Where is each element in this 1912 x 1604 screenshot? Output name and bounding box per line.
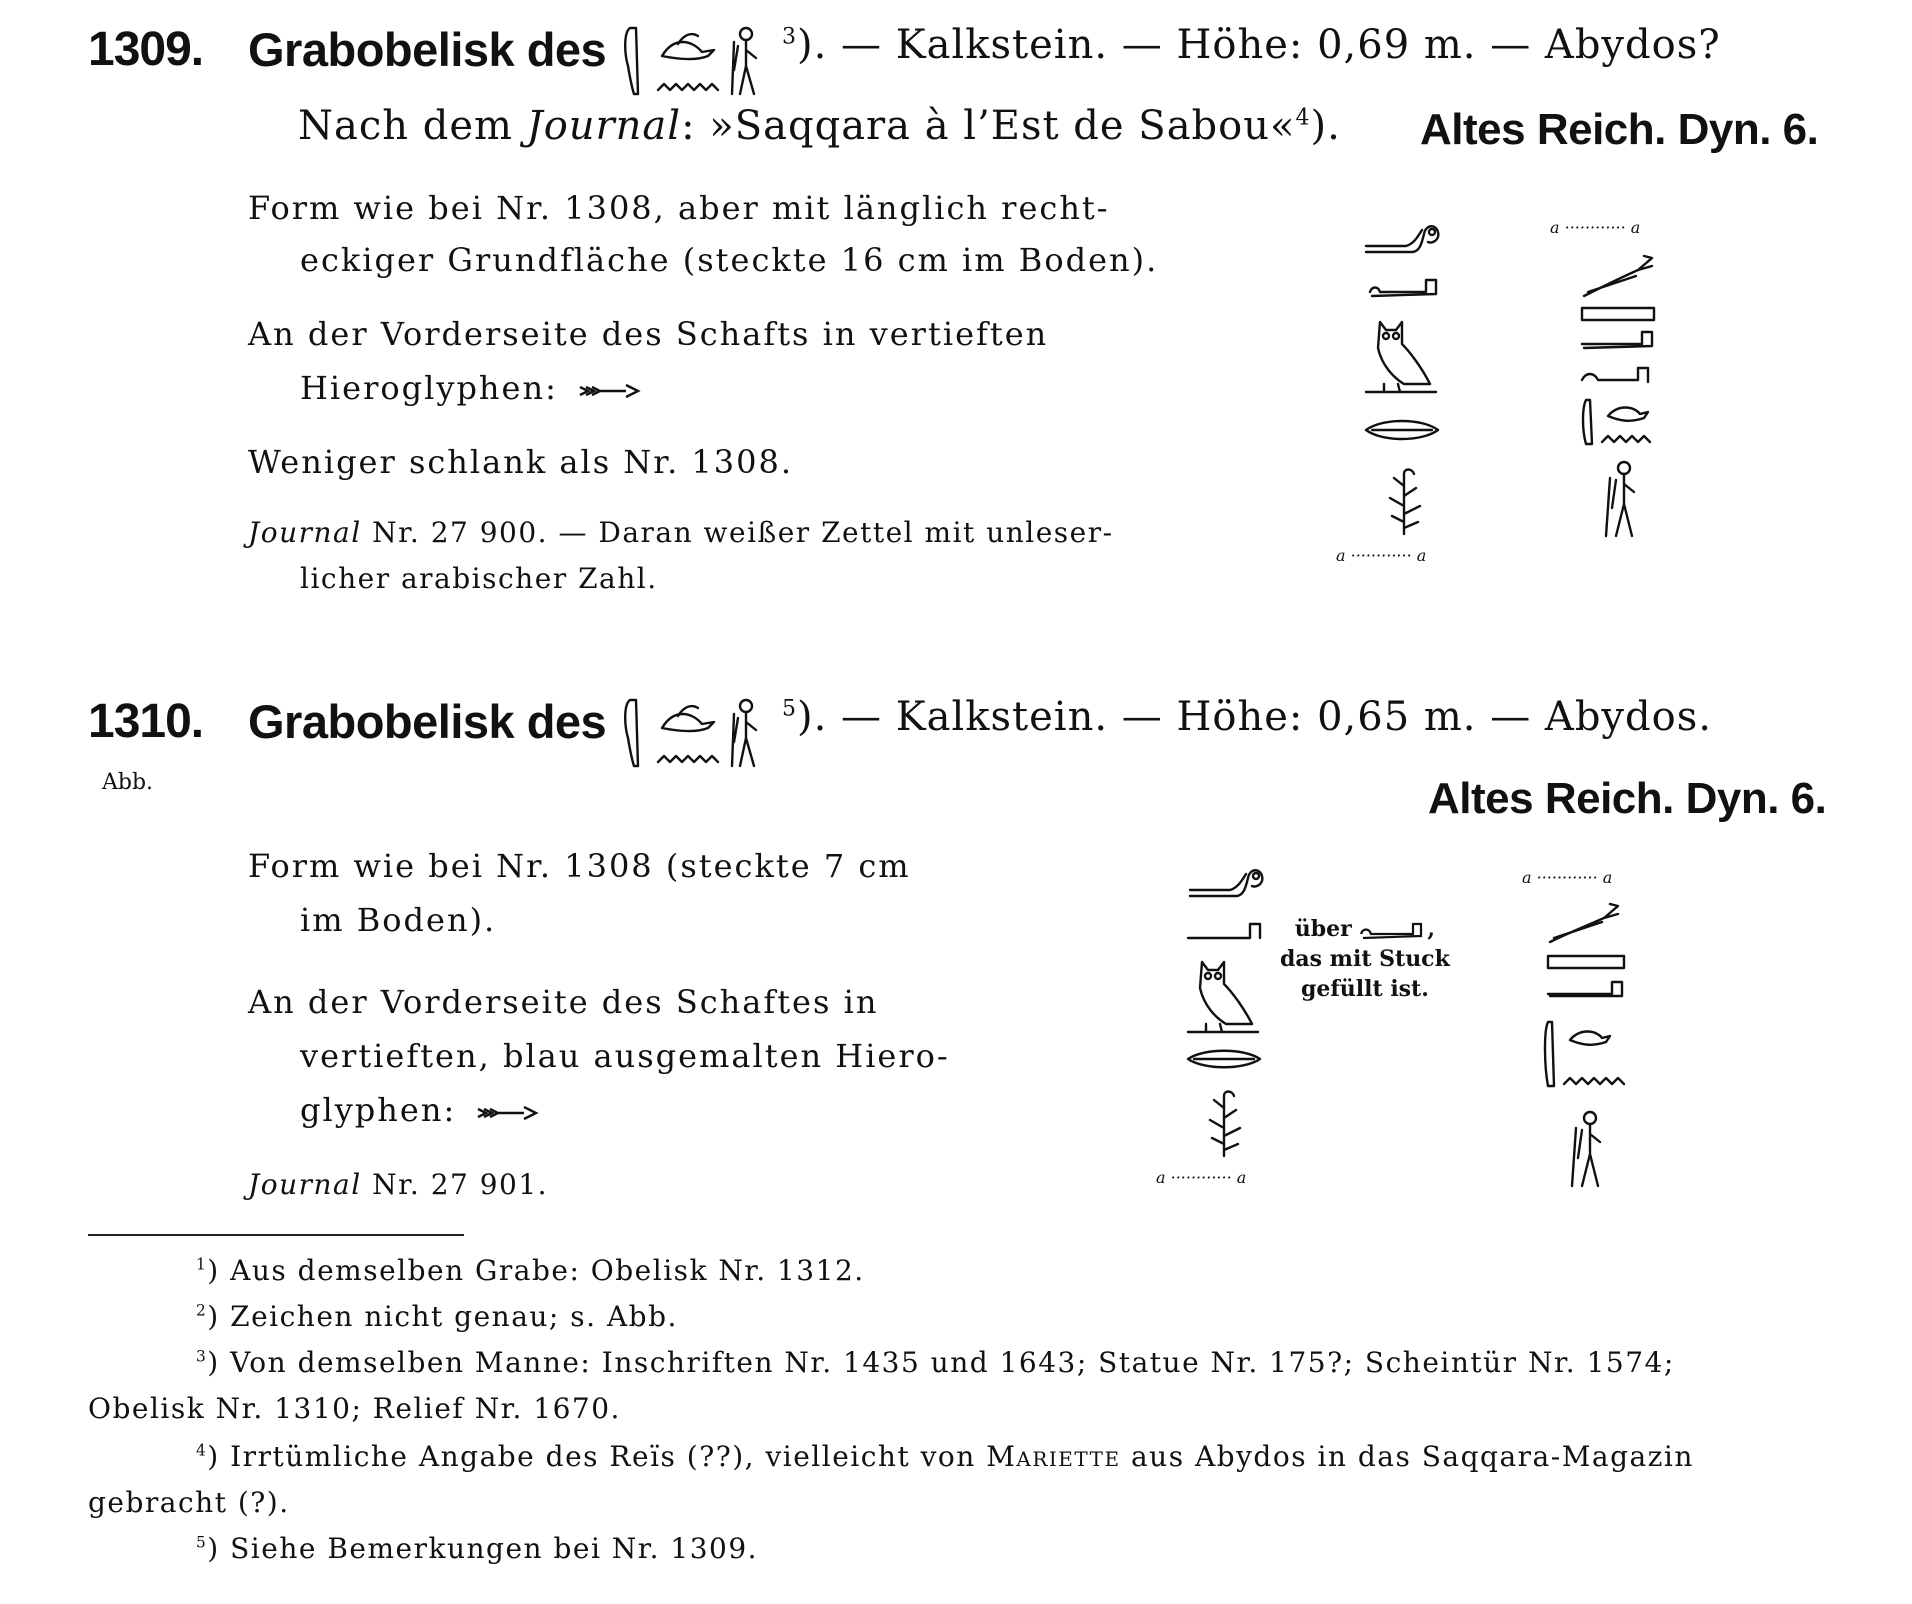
footnote-4-cont: gebracht (?). (88, 1486, 290, 1519)
column-marker-top: a ············ a (1550, 218, 1641, 237)
entry-1309-para1-line1: Form wie bei Nr. 1308, aber mit länglich recht- (248, 189, 1110, 227)
side-note-comma: , (1427, 916, 1436, 942)
direction-arrow-icon (578, 381, 648, 401)
entry-1310-para2-line2: vertieften, blau ausgemalten Hiero- (300, 1037, 950, 1075)
subline-quote: : »Saqqara à l’Est de Sabou« (681, 103, 1296, 149)
entry-1310-para2-line1: An der Vorderseite des Schaftes in (248, 983, 879, 1021)
basket-sign-icon (1544, 952, 1628, 1000)
reed-plant-icon (1196, 1088, 1252, 1158)
entry-1309-period: Altes Reich. Dyn. 6. (1420, 105, 1819, 154)
entry-1309-heading-text: ). — Kalkstein. — Höhe: 0,69 m. — Abydos? (797, 22, 1721, 68)
entry-1310-note-ref: 5 (782, 696, 797, 722)
side-note-line3: gefüllt ist. (1300, 976, 1429, 1002)
entry-1310-abb: Abb. (102, 770, 154, 795)
entry-1310-journal (248, 1168, 548, 1201)
basket-sign-icon (1578, 304, 1658, 352)
entry-1310-period: Altes Reich. Dyn. 6. (1428, 774, 1827, 823)
footnote-ref: 1 (196, 1255, 208, 1274)
column-marker-top: a ············ a (1522, 868, 1613, 887)
subline-journal: Journal (526, 103, 682, 149)
hieroglyphen-label: Hieroglyphen: (300, 369, 558, 407)
glyphen-label: glyphen: (300, 1091, 457, 1129)
footnote-2: $^2$) Zeichen nicht genau; s. Abb. (196, 1300, 678, 1333)
lion-icon (1362, 218, 1442, 258)
name-hieroglyph-group-icon (622, 22, 782, 100)
footnote-3: $^3$) Von demselben Manne: Inschriften Nr. 1435 und 1643; Statue Nr. 175?; Scheintür Nr. 1574; (196, 1346, 1675, 1379)
entry-1309-para2-line2 (300, 362, 648, 414)
column-marker-bottom: a ············ a (1336, 546, 1427, 565)
entry-1309-journal-line2: licher arabischer Zahl. (300, 562, 658, 595)
footnote-text-b: aus Abydos in das Saqqara-Magazin (1120, 1440, 1694, 1473)
basket-sign-icon (1359, 920, 1427, 940)
entry-1309-para2-line1: An der Vorderseite des Schafts in vertieften (248, 315, 1049, 353)
footnote-name-mariette: Mariette (986, 1440, 1121, 1473)
footnote-ref: 3 (196, 1347, 208, 1366)
entry-1309-title: Grabobelisk des (248, 23, 607, 76)
entry-1310-heading-text: ). — Kalkstein. — Höhe: 0,65 m. — Abydos. (797, 694, 1712, 740)
reed-plant-icon (1376, 466, 1432, 536)
hand-icon (1580, 248, 1660, 300)
man-with-staff-icon (1596, 458, 1642, 538)
entry-1310-title: Grabobelisk des (248, 695, 607, 748)
direction-arrow-icon (476, 1103, 546, 1123)
hand-icon (1578, 360, 1658, 450)
entry-1309-heading (782, 22, 1721, 68)
entry-1310-number: 1310. (88, 695, 204, 748)
footnote-5: $^5$) Siehe Bemerkungen bei Nr. 1309. (196, 1532, 759, 1565)
basket-sign-icon (1184, 920, 1264, 942)
journal-text: Nr. 27 900. — Daran weißer Zettel mit unleser- (361, 516, 1114, 549)
journal-label: Journal (248, 1168, 362, 1201)
man-with-staff-icon (1562, 1108, 1608, 1188)
journal-text: Nr. 27 901. (361, 1168, 549, 1201)
name-hieroglyph-group-icon (622, 694, 782, 772)
hand-icon (1546, 900, 1626, 946)
entry-1310-para1-line2: im Boden). (300, 901, 497, 939)
owl-icon (1186, 958, 1262, 1034)
entry-1310-para1-line1: Form wie bei Nr. 1308 (steckte 7 cm (248, 847, 911, 885)
mouth-icon (1184, 1046, 1264, 1072)
journal-label: Journal (248, 516, 362, 549)
entry-1309-subline (298, 103, 1341, 149)
entry-1309-journal-line1 (248, 516, 1114, 549)
side-note-line2: das mit Stuck (1280, 946, 1450, 972)
subline-end: ). (1310, 103, 1341, 149)
footnote-separator (88, 1234, 464, 1236)
side-note-line1 (1280, 914, 1450, 944)
mouth-icon (1362, 416, 1442, 444)
footnote-1: $^1$) Aus demselben Grabe: Obelisk Nr. 1312. (196, 1254, 865, 1287)
entry-1310-heading (782, 694, 1712, 740)
entry-1309-para1-line2: eckiger Grundfläche (steckte 16 cm im Boden). (300, 241, 1159, 279)
column-marker-bottom: a ············ a (1156, 1168, 1247, 1187)
footnote-4: $^4$) Irrtümliche Angabe des Reïs (??), vielleicht von Mariette aus Abydos in das Saqqara-Magazin (196, 1440, 1694, 1473)
footnote-text: Von demselben Manne: Inschriften Nr. 1435 und 1643; Statue Nr. 175?; Scheintür Nr. 1574; (230, 1346, 1675, 1379)
ueber-word: über (1294, 916, 1352, 942)
entry-1309-note-ref: 3 (782, 24, 797, 50)
entry-1310-side-note (1280, 914, 1450, 1004)
basket-sign-icon (1368, 276, 1440, 298)
footnote-ref: 4 (196, 1441, 208, 1460)
entry-1309-para3: Weniger schlank als Nr. 1308. (248, 443, 794, 481)
subline-prefix: Nach dem (298, 103, 527, 149)
entry-1309-number: 1309. (88, 23, 204, 76)
footnote-3-cont: Obelisk Nr. 1310; Relief Nr. 1670. (88, 1392, 621, 1425)
footnote-text: Irrtümliche Angabe des Reïs (??), vielleicht von (230, 1440, 987, 1473)
owl-icon (1364, 318, 1440, 394)
footnote-ref: 2 (196, 1301, 208, 1320)
footnote-text: Aus demselben Grabe: Obelisk Nr. 1312. (230, 1254, 865, 1287)
entry-1310-para2-line3 (300, 1084, 546, 1136)
hand-icon (1540, 1014, 1636, 1094)
subline-note-ref: 4 (1295, 105, 1311, 131)
footnote-text: Siehe Bemerkungen bei Nr. 1309. (230, 1532, 759, 1565)
lion-icon (1186, 862, 1266, 902)
footnote-text: Zeichen nicht genau; s. Abb. (230, 1300, 678, 1333)
footnote-ref: 5 (196, 1533, 208, 1552)
